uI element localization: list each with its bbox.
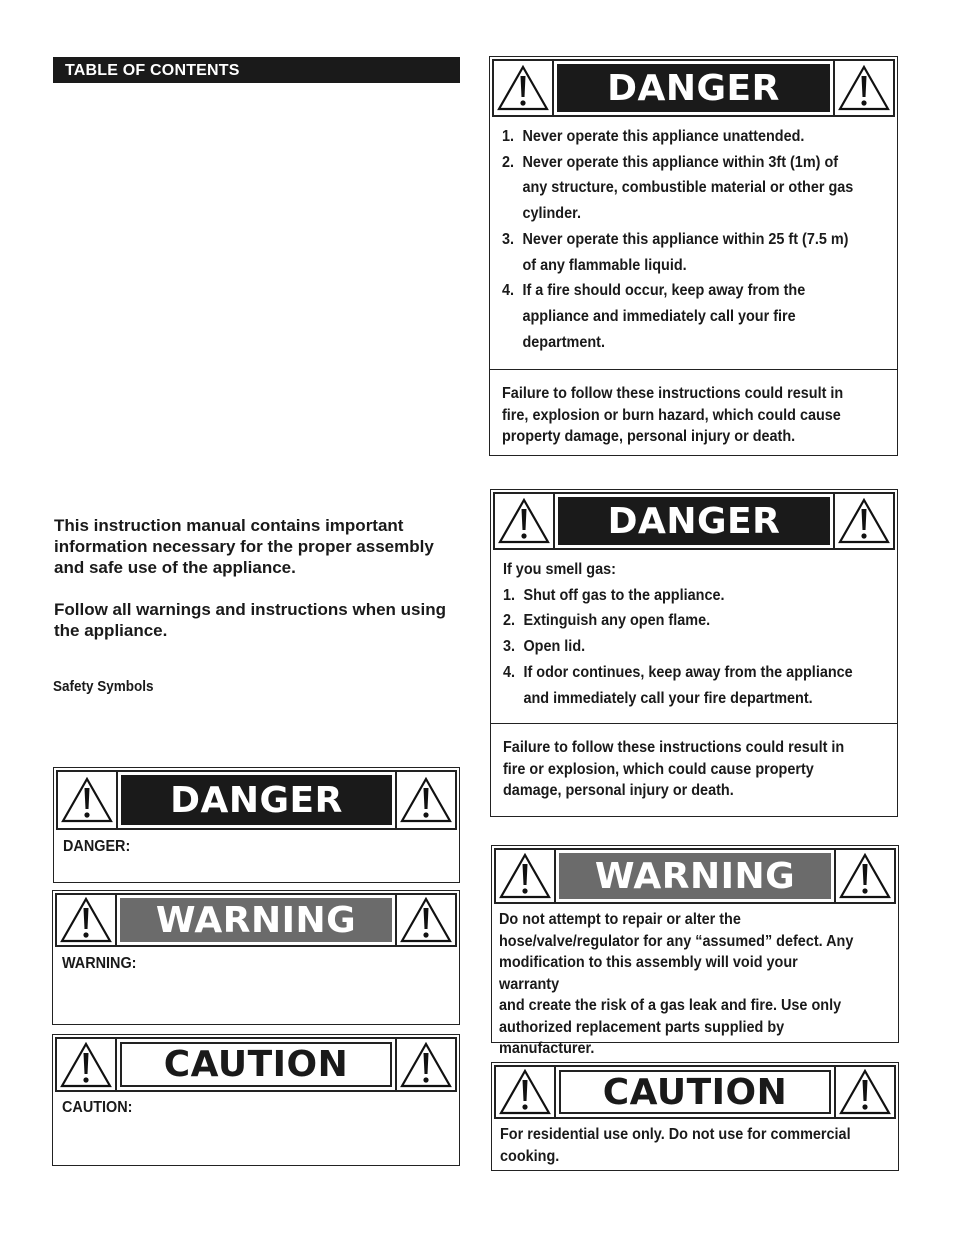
list-item-text — [523, 660, 852, 711]
list-item-line: If a fire should occur, keep away from the — [522, 282, 806, 300]
list-item-number: 3. — [503, 638, 516, 656]
danger-header-label: DANGER — [558, 497, 830, 545]
warning-triangle-icon — [496, 1067, 556, 1117]
list-item-line: Extinguish any open flame. — [523, 612, 711, 630]
danger-box-gas-smell-footer — [503, 737, 860, 802]
text-line: authorized replacement parts supplied by — [499, 1018, 785, 1036]
caution-symbol-header — [55, 1037, 457, 1092]
warning-triangle-icon — [834, 1067, 894, 1117]
list-item-line: and immediately call your fire department. — [523, 689, 813, 707]
divider — [490, 369, 897, 370]
warning-box-hose-text — [499, 909, 861, 1060]
list-item-number: 1. — [503, 586, 516, 604]
list-item-line: If odor continues, keep away from the appliance — [523, 663, 853, 681]
danger-box-operation — [489, 56, 898, 456]
warning-box-hose-header — [494, 848, 896, 904]
text-line: and create the risk of a gas leak and fire. Use only — [499, 997, 842, 1014]
intro-paragraph-2: Follow all warnings and instructions when using the appliance. — [54, 600, 446, 640]
list-item — [503, 583, 860, 609]
list-item — [502, 124, 860, 150]
list-item — [502, 227, 860, 278]
text-line: Do not attempt to repair or alter the — [499, 911, 741, 928]
warning-triangle-icon — [494, 61, 554, 115]
list-item-line: Shut off gas to the appliance. — [523, 586, 725, 604]
text-line: cooking. — [500, 1147, 560, 1165]
warning-triangle-icon — [395, 772, 455, 828]
warning-triangle-icon — [57, 1039, 117, 1090]
text-line: fire or explosion, which could cause property — [503, 760, 814, 778]
danger-header-label: DANGER — [121, 775, 392, 825]
danger-header-label: DANGER — [557, 64, 830, 112]
list-item-number: 2. — [502, 153, 515, 171]
list-item-text — [522, 150, 853, 227]
table-of-contents-heading: TABLE OF CONTENTS — [53, 57, 460, 83]
list-item-line: cylinder. — [522, 205, 581, 223]
danger-box-operation-footer — [502, 383, 860, 448]
list-item-line: any structure, combustible material or other gas — [522, 179, 854, 197]
list-item-text — [523, 583, 724, 609]
warning-triangle-icon — [834, 850, 894, 902]
list-item-number: 4. — [503, 663, 516, 681]
list-item-number: 4. — [502, 282, 515, 300]
list-item-line: of any flammable liquid. — [522, 256, 687, 274]
warning-symbol-box — [52, 890, 460, 1025]
danger-symbol-box — [53, 767, 460, 883]
danger-symbol-label: DANGER: — [63, 838, 131, 855]
text-line: modification to this assembly will void your warranty — [499, 954, 798, 993]
text-line: Failure to follow these instructions could result in — [502, 385, 844, 402]
warning-triangle-icon — [495, 494, 555, 548]
warning-triangle-icon — [833, 61, 893, 115]
list-item-text — [523, 608, 710, 634]
gas-smell-intro: If you smell gas: — [503, 561, 616, 578]
text-line: Failure to follow these instructions could result in — [503, 739, 845, 756]
list-item-number: 1. — [502, 128, 515, 145]
list-item — [502, 278, 860, 355]
caution-box-residential — [491, 1062, 899, 1171]
warning-box-hose — [491, 845, 899, 1057]
divider — [491, 723, 897, 724]
list-item-text — [522, 124, 804, 150]
danger-box-operation-list — [502, 124, 860, 355]
list-item-line: Open lid. — [523, 638, 586, 656]
list-item — [503, 634, 860, 660]
warning-symbol-header — [55, 893, 457, 947]
text-line: fire, explosion or burn hazard, which could cause — [502, 406, 841, 424]
danger-box-gas-smell-body — [503, 557, 860, 711]
danger-box-gas-smell — [490, 489, 898, 817]
warning-triangle-icon — [395, 1039, 455, 1090]
danger-box-operation-header — [492, 59, 895, 117]
list-item — [502, 150, 860, 227]
text-line: hose/valve/regulator for any “assumed” defect. Any — [499, 932, 854, 950]
warning-triangle-icon — [496, 850, 556, 902]
list-item-line: Never operate this appliance within 3ft (1m) of — [522, 153, 839, 171]
text-line: damage, personal injury or death. — [503, 782, 734, 799]
list-item-line: appliance and immediately call your fire — [522, 307, 796, 325]
danger-symbol-header — [56, 770, 457, 830]
danger-box-gas-smell-header — [493, 492, 895, 550]
list-item-text — [522, 227, 848, 278]
text-line: property damage, personal injury or death. — [502, 428, 796, 445]
list-item-line: department. — [522, 333, 605, 351]
caution-header-label: CAUTION — [559, 1070, 831, 1114]
warning-triangle-icon — [58, 772, 118, 828]
list-item-line: Never operate this appliance unattended. — [522, 128, 805, 145]
warning-triangle-icon — [57, 895, 117, 945]
caution-box-residential-text — [500, 1124, 861, 1167]
safety-symbols-heading: Safety Symbols — [53, 678, 154, 695]
text-line: manufacturer. — [499, 1040, 595, 1057]
intro-paragraph-1: This instruction manual contains important information necessary for the proper assembly and safe use of the appliance. — [54, 516, 434, 577]
list-item-text — [522, 278, 805, 355]
list-item-text — [523, 634, 585, 660]
caution-header-label: CAUTION — [120, 1042, 392, 1087]
caution-box-residential-header — [494, 1065, 896, 1119]
warning-header-label: WARNING — [559, 853, 831, 899]
warning-triangle-icon — [395, 895, 455, 945]
warning-header-label: WARNING — [120, 898, 392, 942]
list-item — [503, 660, 860, 711]
warning-symbol-label: WARNING: — [62, 955, 137, 972]
list-item-number: 2. — [503, 612, 516, 630]
caution-symbol-label: CAUTION: — [62, 1099, 133, 1116]
list-item-number: 3. — [502, 230, 515, 248]
list-item — [503, 608, 860, 634]
list-item-line: Never operate this appliance within 25 ft (7.5 m) — [522, 230, 849, 248]
caution-symbol-box — [52, 1034, 460, 1166]
text-line: For residential use only. Do not use for commercial — [500, 1126, 851, 1143]
warning-triangle-icon — [833, 494, 893, 548]
